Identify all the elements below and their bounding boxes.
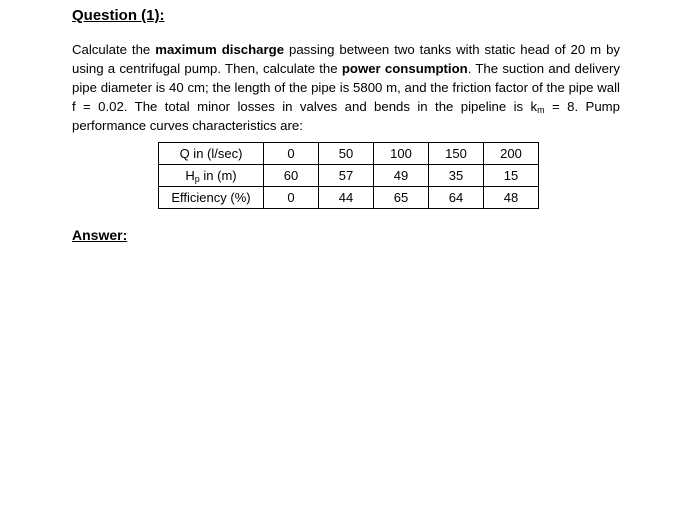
table-cell: 100 (374, 143, 429, 165)
table-cell: 35 (429, 165, 484, 187)
question-text-part: = 8. Pump performance curves characteristics are: (72, 99, 620, 133)
table-row (159, 143, 539, 165)
table-cell: 60 (264, 165, 319, 187)
table-cell: 64 (429, 187, 484, 209)
question-text-part: Calculate the (72, 42, 156, 57)
table-cell: 48 (484, 187, 539, 209)
subscript-m: m (537, 105, 545, 115)
answer-label: Answer: (72, 227, 128, 243)
row-header: Efficiency (%) (159, 187, 264, 209)
table-cell: 200 (484, 143, 539, 165)
row-header: Q in (l/sec) (159, 143, 264, 165)
emphasis-maximum-discharge: maximum discharge (155, 42, 285, 57)
table-cell: 49 (374, 165, 429, 187)
table-cell: 65 (374, 187, 429, 209)
row-header-text: H (185, 168, 195, 183)
pump-performance-table (158, 142, 539, 209)
table-cell: 44 (319, 187, 374, 209)
emphasis-power-consumption: power consumption (341, 61, 468, 76)
table-cell: 50 (319, 143, 374, 165)
table-row (159, 165, 539, 187)
table-cell: 15 (484, 165, 539, 187)
table-cell: 0 (264, 187, 319, 209)
subscript-p: p (194, 174, 200, 184)
table-cell: 57 (319, 165, 374, 187)
row-header-text: in (m) (199, 168, 237, 183)
question-title: Question (1): (72, 7, 165, 24)
table-cell: 150 (429, 143, 484, 165)
row-header (159, 165, 264, 187)
question-text (72, 40, 620, 135)
table-row (159, 187, 539, 209)
table-cell: 0 (264, 143, 319, 165)
question-text-part: . The suction and delivery pipe diameter is 40 cm; the length of the pipe is 5800 m, and the friction factor of the pipe wall f = 0.02. The total minor losses in valves and bends in the pipeline is k (72, 61, 621, 114)
document-page (72, 6, 620, 245)
question-text-part: passing between two tanks with static head of 20 m by using a centrifugal pump. Then, calculate the (72, 42, 621, 76)
